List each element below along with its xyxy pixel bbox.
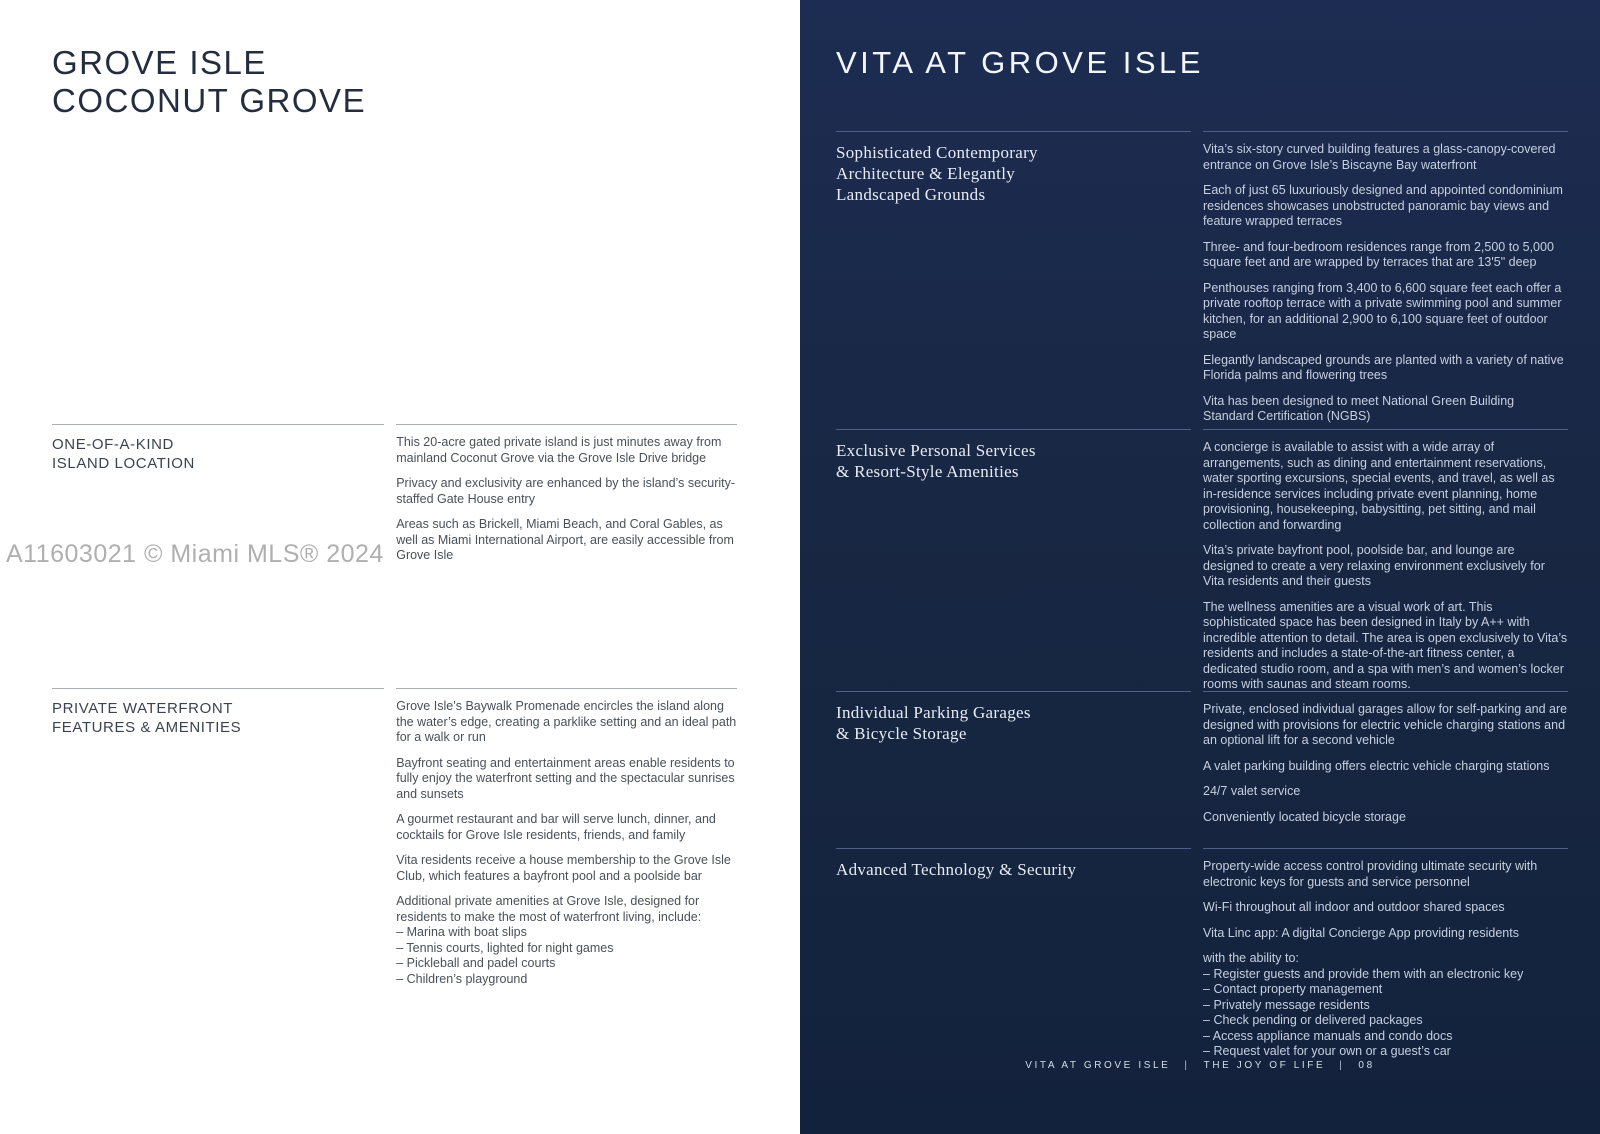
section-paragraph: Vita’s private bayfront pool, poolside bar, and lounge are designed to create a very relaxing environment exclusively for Vita residents and their guests bbox=[1203, 543, 1545, 588]
section-heading-line: Architecture & Elegantly bbox=[836, 164, 1016, 183]
section-heading-line: ISLAND LOCATION bbox=[52, 455, 195, 472]
section-paragraph: Vita Linc app: A digital Concierge App providing residents bbox=[1203, 925, 1519, 940]
list-item: – Check pending or delivered packages bbox=[1203, 1013, 1423, 1027]
section-paragraph: Grove Isle’s Baywalk Promenade encircles the island along the water’s edge, creating a parklike setting and an ideal path for a walk or run bbox=[396, 699, 737, 744]
section-paragraph: A gourmet restaurant and bar will serve lunch, dinner, and cocktails for Grove Isle residents, friends, and family bbox=[396, 812, 716, 842]
list-item: – Marina with boat slips bbox=[396, 925, 527, 939]
section-heading-column bbox=[836, 131, 1191, 425]
left-page-title-line1: GROVE ISLE bbox=[52, 44, 267, 81]
section-heading-line: Advanced Technology & Security bbox=[836, 860, 1077, 879]
section-heading-column bbox=[836, 691, 1191, 825]
content-section bbox=[52, 424, 737, 564]
section-body-column bbox=[1203, 131, 1568, 425]
section-heading-column bbox=[836, 429, 1191, 693]
section-heading bbox=[836, 440, 1191, 482]
section-body-column bbox=[396, 688, 737, 987]
section-paragraph bbox=[1203, 951, 1568, 1060]
section-heading-line: FEATURES & AMENITIES bbox=[52, 719, 242, 736]
section-body-column bbox=[1203, 691, 1568, 825]
list-item: – Children’s playground bbox=[396, 971, 528, 986]
content-section bbox=[836, 848, 1568, 1060]
left-page-title bbox=[52, 44, 366, 120]
section-paragraph: Property-wide access control providing ultimate security with electronic keys for guests and service personnel bbox=[1203, 859, 1538, 889]
section-paragraph: A concierge is available to assist with a wide array of arrangements, such as dining and entertainment reservations, water sporting excursions, special events, and travel, as well as in-residence services including private event planning, home provisioning, housekeeping, babysitting, pet sitting, and mail collection and forwarding bbox=[1203, 440, 1555, 532]
list-item: – Pickleball and padel courts bbox=[396, 956, 556, 970]
list-item: – Request valet for your own or a guest’s car bbox=[1203, 1044, 1451, 1058]
section-heading-line: Individual Parking Garages bbox=[836, 703, 1031, 722]
section-paragraph: Bayfront seating and entertainment areas enable residents to fully enjoy the waterfront setting and the spectacular sunrises and sunsets bbox=[396, 755, 735, 801]
section-paragraph: Conveniently located bicycle storage bbox=[1203, 809, 1406, 824]
section-paragraph: Three- and four-bedroom residences range from 2,500 to 5,000 square feet and are wrapped by terraces that are 13'5" deep bbox=[1203, 239, 1554, 269]
content-section bbox=[836, 429, 1568, 693]
footer-page-number: 08 bbox=[1358, 1060, 1375, 1071]
section-paragraph: Private, enclosed individual garages allow for self-parking and are designed with provisions for electric vehicle charging stations and an optional lift for a second vehicle bbox=[1203, 702, 1568, 747]
content-section bbox=[836, 131, 1568, 425]
footer-brand: VITA AT GROVE ISLE bbox=[1025, 1060, 1171, 1071]
section-paragraph: Penthouses ranging from 3,400 to 6,600 square feet each offer a private rooftop terrace with a private swimming pool and summer kitchen, for an additional 2,900 to 6,100 square feet of outdoor space bbox=[1203, 280, 1562, 341]
section-heading bbox=[52, 435, 384, 473]
paragraph-lead: with the ability to: bbox=[1203, 951, 1299, 965]
section-paragraph: Vita residents receive a house membership to the Grove Isle Club, which features a bayfront pool and a poolside bar bbox=[396, 853, 731, 883]
section-body-column bbox=[396, 424, 737, 564]
section-paragraph: Each of just 65 luxuriously designed and appointed condominium residences showcases unobstructed panoramic bay views and feature wrapped terraces bbox=[1203, 183, 1563, 228]
section-heading-line: & Bicycle Storage bbox=[836, 724, 967, 743]
section-heading-column bbox=[836, 848, 1191, 1060]
section-paragraph: Vita’s six-story curved building features a glass-canopy-covered entrance on Grove Isle’s Biscayne Bay waterfront bbox=[1203, 142, 1556, 172]
section-paragraph: A valet parking building offers electric vehicle charging stations bbox=[1203, 758, 1550, 773]
section-paragraph bbox=[396, 894, 737, 987]
section-paragraph: The wellness amenities are a visual work of art. This sophisticated space has been designed in Italy by A++ with incredible attention to detail. The area is open exclusively to Vita’s residents and includes a state-of-the-art fitness center, a dedicated studio room, and a spa with men’s and women’s locker rooms with saunas and steam rooms. bbox=[1203, 599, 1568, 691]
section-heading bbox=[52, 699, 384, 737]
section-paragraph: Wi-Fi throughout all indoor and outdoor shared spaces bbox=[1203, 900, 1505, 914]
content-section bbox=[836, 691, 1568, 825]
section-paragraph: Privacy and exclusivity are enhanced by the island’s security-staffed Gate House entry bbox=[396, 476, 736, 506]
section-heading-line: Sophisticated Contemporary bbox=[836, 143, 1038, 162]
section-heading-column bbox=[52, 688, 384, 987]
page-footer bbox=[800, 1060, 1600, 1071]
section-heading bbox=[836, 859, 1191, 880]
section-heading-line: Exclusive Personal Services bbox=[836, 441, 1036, 460]
paragraph-lead: Additional private amenities at Grove Isle, designed for residents to make the most of waterfront living, include: bbox=[396, 894, 702, 924]
section-body-column bbox=[1203, 848, 1568, 1060]
list-item: – Tennis courts, lighted for night games bbox=[396, 940, 614, 955]
list-item: – Register guests and provide them with an electronic key bbox=[1203, 966, 1524, 981]
footer-separator: | bbox=[1184, 1060, 1190, 1071]
section-heading-column bbox=[52, 424, 384, 564]
list-item: – Contact property management bbox=[1203, 982, 1383, 996]
footer-tagline: THE JOY OF LIFE bbox=[1203, 1060, 1326, 1071]
section-heading-line: Landscaped Grounds bbox=[836, 185, 986, 204]
section-heading bbox=[836, 142, 1191, 205]
left-page-title-line2: COCONUT GROVE bbox=[52, 82, 367, 119]
section-heading-line: ONE-OF-A-KIND bbox=[52, 436, 174, 453]
list-item: – Privately message residents bbox=[1203, 997, 1370, 1012]
section-body-column bbox=[1203, 429, 1568, 693]
content-section bbox=[52, 688, 737, 987]
section-paragraph: Vita has been designed to meet National Green Building Standard Certification (NGBS) bbox=[1203, 393, 1515, 423]
section-paragraph: Elegantly landscaped grounds are planted with a variety of native Florida palms and flowering trees bbox=[1203, 352, 1564, 382]
right-page-title: VITA AT GROVE ISLE bbox=[836, 45, 1204, 80]
section-heading bbox=[836, 702, 1191, 744]
section-heading-line: & Resort-Style Amenities bbox=[836, 462, 1019, 481]
right-page bbox=[800, 0, 1600, 1134]
footer-separator: | bbox=[1339, 1060, 1345, 1071]
section-paragraph: Areas such as Brickell, Miami Beach, and Coral Gables, as well as Miami International Airport, are easily accessible from Grove Isle bbox=[396, 517, 734, 562]
section-paragraph: This 20-acre gated private island is just minutes away from mainland Coconut Grove via the Grove Isle Drive bridge bbox=[396, 435, 722, 465]
list-item: – Access appliance manuals and condo docs bbox=[1203, 1028, 1453, 1043]
mls-watermark: A11603021 © Miami MLS® 2024 bbox=[6, 540, 384, 568]
section-heading-line: PRIVATE WATERFRONT bbox=[52, 700, 234, 717]
section-paragraph: 24/7 valet service bbox=[1203, 784, 1301, 798]
